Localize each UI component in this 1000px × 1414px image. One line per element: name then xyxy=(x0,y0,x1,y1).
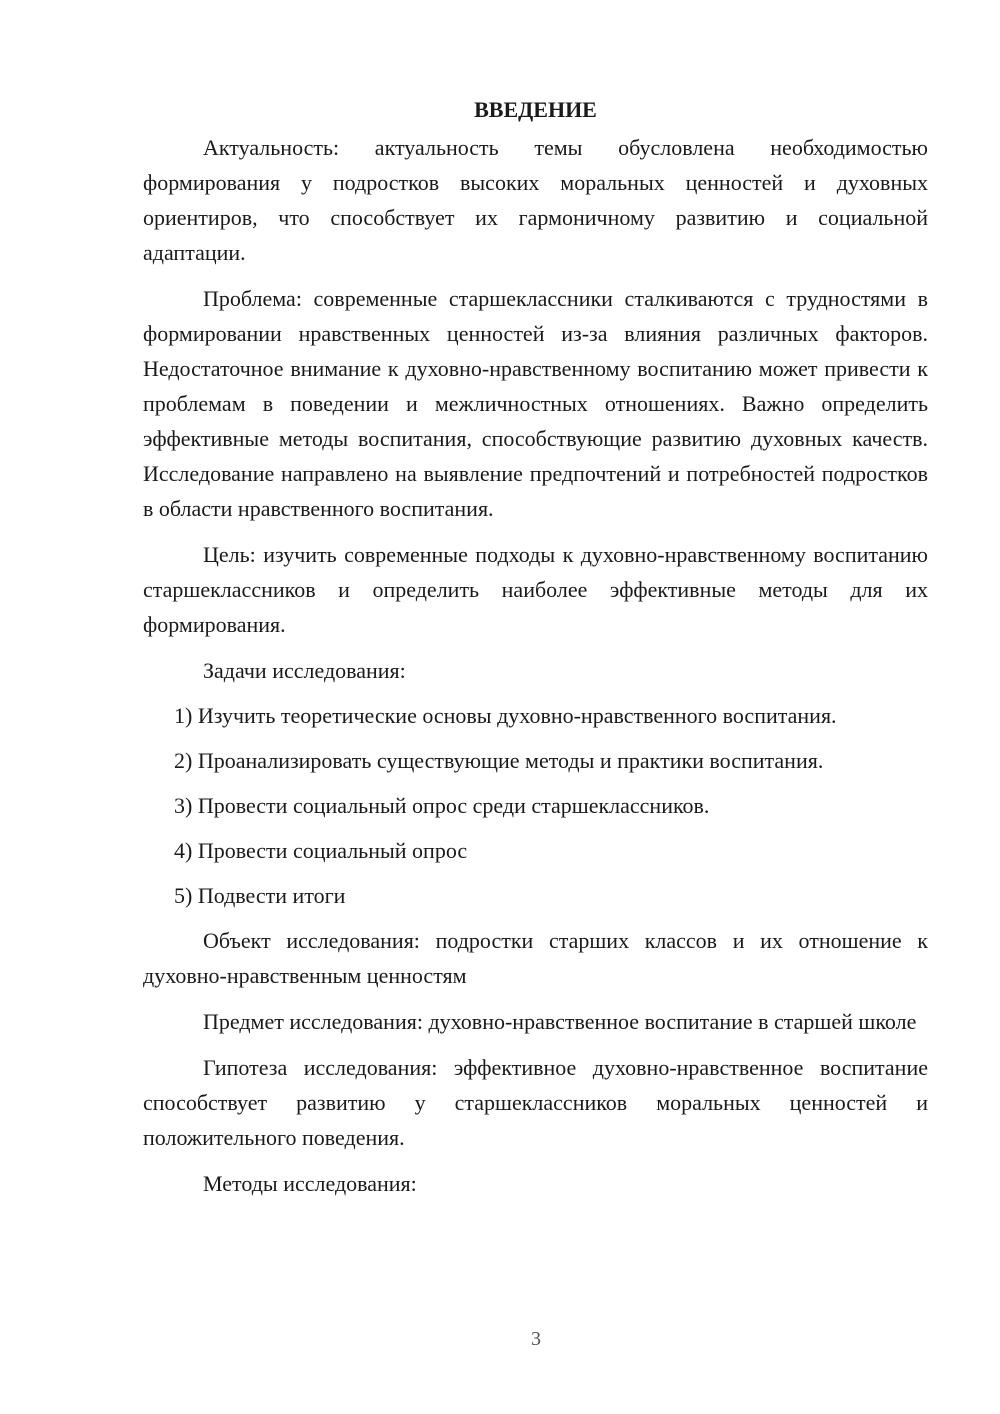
task-item: 3) Провести социальный опрос среди старшеклассников. xyxy=(174,793,710,818)
tasks-label: Задачи исследования: xyxy=(203,658,406,683)
paragraph-goal: Цель: изучить современные подходы к духовно-нравственному воспитанию старшеклассников и определить наиболее эффективные методы для их формирования. xyxy=(143,542,928,637)
task-item: 1) Изучить теоретические основы духовно-нравственного воспитания. xyxy=(174,703,837,728)
paragraph-subject: Предмет исследования: духовно-нравственное воспитание в старшей школе xyxy=(203,1009,917,1034)
document-page xyxy=(143,92,928,1211)
task-item: 4) Провести социальный опрос xyxy=(174,838,468,863)
paragraph-hypothesis: Гипотеза исследования: эффективное духовно-нравственное воспитание способствует развитию у старшеклассников моральных ценностей и положительного поведения. xyxy=(143,1055,928,1150)
page-number: 3 xyxy=(531,1328,541,1350)
task-list xyxy=(143,698,928,913)
paragraph-problem: Проблема: современные старшеклассники сталкиваются с трудностями в формировании нравственных ценностей из-за влияния различных факторов. Недостаточное внимание к духовно-нравственному воспитанию может привести к проблемам в поведении и межличностных отношениях. Важно определить эффективные методы воспитания, способствующие развитию духовных качеств. Исследование направлено на выявление предпочтений и потребностей подростков в области нравственного воспитания. xyxy=(143,286,928,521)
paragraph-relevance: Актуальность: актуальность темы обусловлена необходимостью формирования у подростков высоких моральных ценностей и духовных ориентиров, что способствует их гармоничному развитию и социальной адаптации. xyxy=(143,135,928,265)
task-item: 5) Подвести итоги xyxy=(174,883,346,908)
section-heading: ВВЕДЕНИЕ xyxy=(474,97,597,122)
task-item: 2) Проанализировать существующие методы и практики воспитания. xyxy=(174,748,824,773)
paragraph-object: Объект исследования: подростки старших классов и их отношение к духовно-нравственным ценностям xyxy=(143,928,928,988)
methods-label: Методы исследования: xyxy=(203,1171,417,1196)
